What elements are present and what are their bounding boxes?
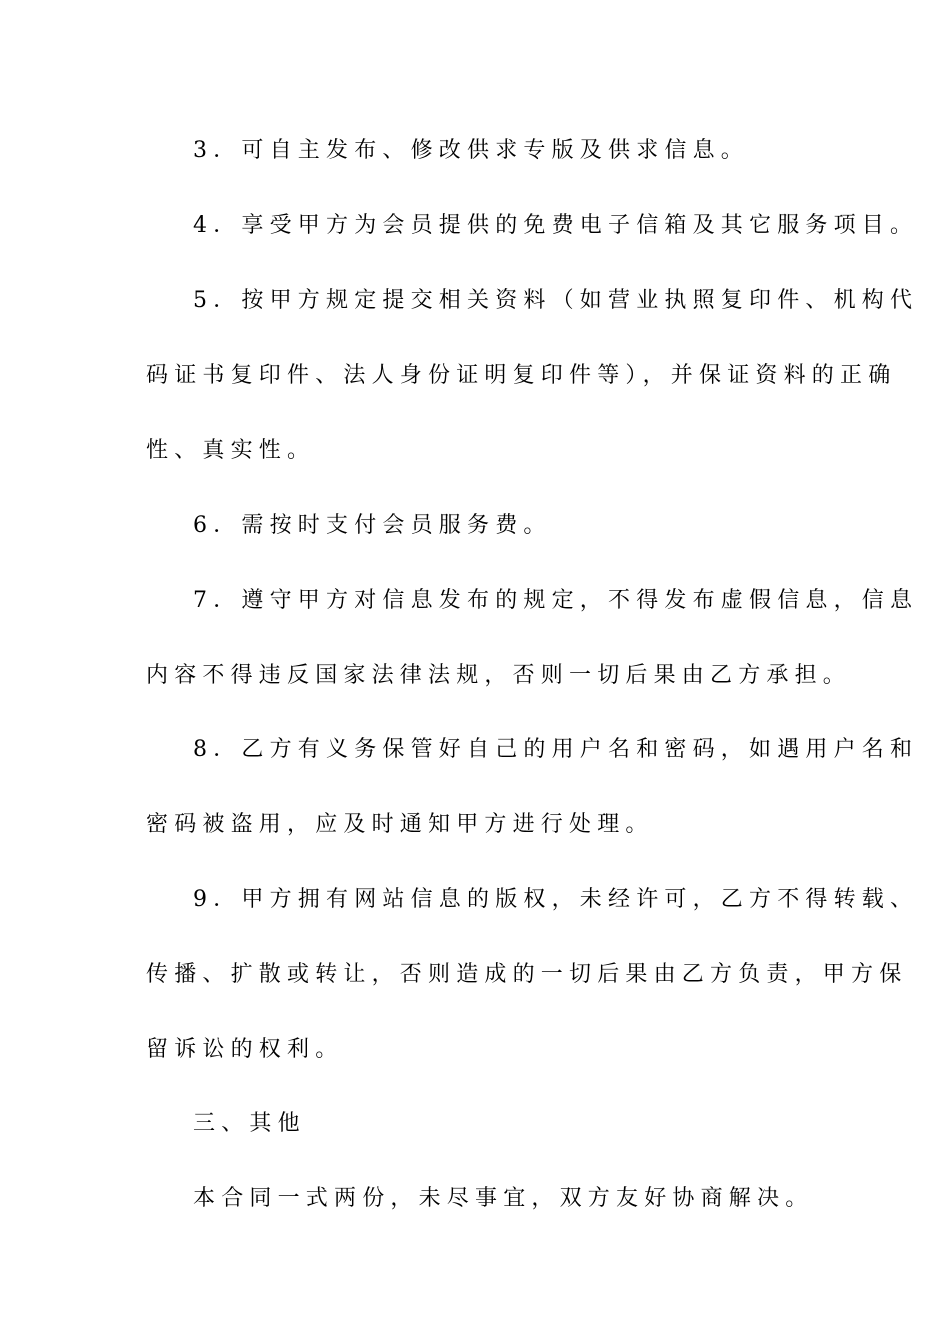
- section-3-heading: 三、其他: [193, 1111, 306, 1136]
- clause-4-line: 4．享受甲方为会员提供的免费电子信箱及其它服务项目。: [193, 213, 919, 238]
- clause-3-line: 3．可自主发布、修改供求专版及供求信息。: [193, 138, 749, 163]
- clause-7-line-2: 内容不得违反国家法律法规，否则一切后果由乙方承担。: [146, 663, 852, 688]
- clause-7-line-1: 7．遵守甲方对信息发布的规定，不得发布虚假信息，信息: [193, 588, 919, 613]
- clause-5-line-2: 码证书复印件、法人身份证明复印件等），并保证资料的正确: [146, 363, 897, 388]
- clause-9-line-2: 传播、扩散或转让，否则造成的一切后果由乙方负责，甲方保: [146, 962, 908, 987]
- clause-9-line-3: 留诉讼的权利。: [146, 1037, 344, 1062]
- clause-9-line-1: 9．甲方拥有网站信息的版权，未经许可，乙方不得转载、: [193, 887, 919, 912]
- clause-6-line: 6．需按时支付会员服务费。: [193, 513, 552, 538]
- clause-8-line-1: 8．乙方有义务保管好自己的用户名和密码，如遇用户名和: [193, 737, 919, 762]
- closing-line: 本合同一式两份，未尽事宜，双方友好协商解决。: [193, 1186, 814, 1211]
- clause-5-line-1: 5．按甲方规定提交相关资料（如营业执照复印件、机构代: [193, 288, 919, 313]
- clause-5-line-3: 性、真实性。: [146, 438, 316, 463]
- clause-8-line-2: 密码被盗用，应及时通知甲方进行处理。: [146, 812, 654, 837]
